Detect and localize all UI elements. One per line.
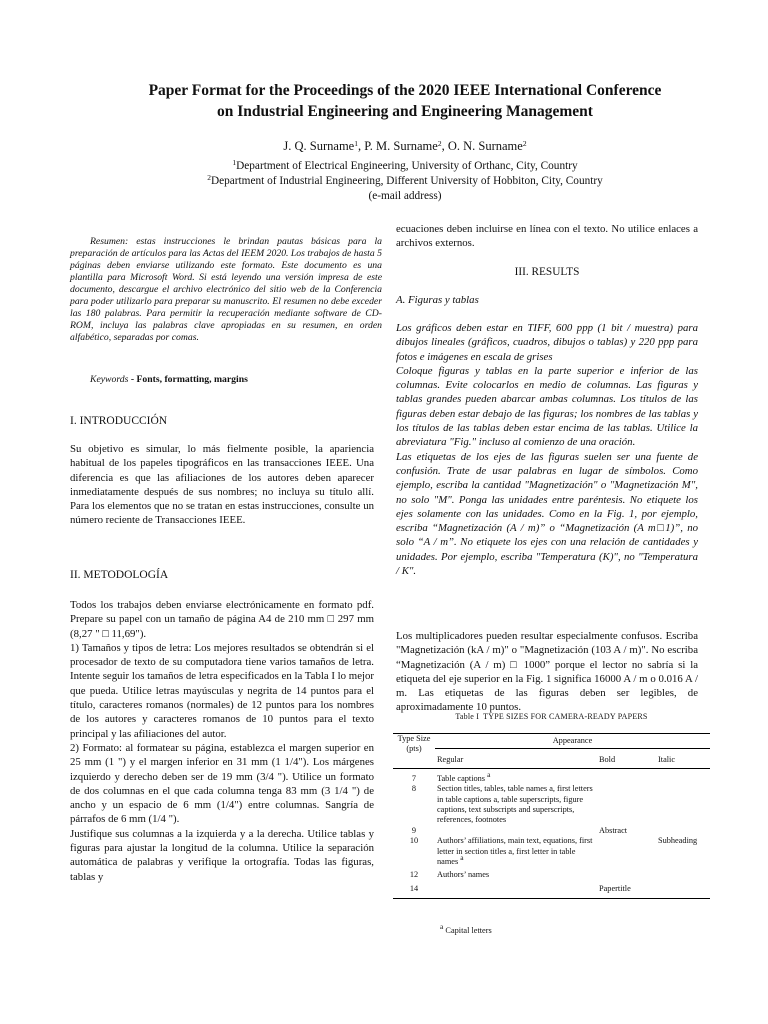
row-italic: Subheading bbox=[658, 836, 698, 846]
table-row bbox=[393, 826, 710, 836]
row-size: 10 bbox=[409, 836, 419, 846]
table-footnote bbox=[440, 922, 492, 935]
abstract-text: Resumen: estas instrucciones le brindan pautas básicas para la preparación de artículos para las Actas del IEEM 2020. Los trabajos de hasta 5 páginas deben enviarse utilizando este formato. Este documento es una plantilla para Microsoft Word. Si está leyendo una versión impresa de este documento, descargue el archivo electrónico del sitio web de la Conferencia para poder utilizarlo para preparar su manuscrito. El resumen no debe exceder las 180 palabras. Para permitir la recuperación mediante software de CD-ROM, incluya las palabras clave apropiadas en su resumen, en orden alfabético, separadas por comas. bbox=[70, 236, 382, 343]
row-italic bbox=[656, 784, 710, 826]
affil-1-text: Department of Electrical Engineering, University of Orthanc, City, Country bbox=[236, 160, 578, 172]
row-regular: Authors’ names bbox=[437, 870, 490, 880]
table-caption-text: TYPE SIZES FOR CAMERA-READY PAPERS bbox=[483, 712, 648, 721]
table-row bbox=[393, 867, 710, 880]
row-bold: Papertitle bbox=[599, 883, 631, 893]
keywords-label: Keywords bbox=[90, 374, 129, 385]
footnote-sup: a bbox=[440, 922, 444, 931]
table-row bbox=[393, 768, 710, 784]
table-label: Table I bbox=[455, 712, 480, 721]
type-sizes-table bbox=[393, 733, 710, 899]
author-3-sup: 2 bbox=[522, 139, 527, 148]
row-size: 9 bbox=[411, 825, 417, 835]
table-caption bbox=[393, 712, 710, 721]
method-body bbox=[70, 598, 374, 884]
row-bold bbox=[597, 836, 656, 867]
section-results-heading: III. RESULTS bbox=[514, 266, 580, 278]
abstract bbox=[70, 236, 382, 344]
affil-2-text: Department of Industrial Engineering, Different University of Hobbiton, City, Country bbox=[210, 175, 603, 187]
author-1: J. Q. Surname bbox=[283, 139, 355, 153]
author-list: J. Q. Surname$^1$, P. M. Surname$^2$, O. N. Surname$^2$ bbox=[283, 139, 527, 153]
affil-2-sup: 2 bbox=[207, 173, 211, 182]
header-regular: Regular bbox=[435, 749, 597, 768]
results-p2: Coloque figuras y tablas en la parte superior e inferior de las columnas. Evite colocarlos en medio de columnas. Las figuras y tablas grandes pueden abarcar ambas columnas. Los títulos de las figuras deben estar debajo de las figuras; los nombres de las tablas y los títulos de las tablas deben estar encima de las tablas. Utilice la abreviatura "Fig." incluso al comienzo de una oración. bbox=[396, 364, 698, 449]
table-row bbox=[393, 881, 710, 899]
row-size: 14 bbox=[409, 883, 419, 893]
affil-1-sup: 1 bbox=[232, 158, 237, 167]
author-2: P. M. Surname bbox=[364, 139, 438, 153]
author-2-sup: 2 bbox=[437, 139, 442, 148]
table-subheader-row bbox=[393, 749, 710, 768]
table-row bbox=[393, 836, 710, 867]
row-size: 7 bbox=[411, 773, 417, 783]
row-regular-sup: a bbox=[487, 769, 491, 779]
row-regular bbox=[435, 768, 597, 784]
row-regular bbox=[435, 881, 597, 899]
title-line-2: on Industrial Engineering and Engineering Management bbox=[217, 103, 593, 120]
method-p1: Todos los trabajos deben enviarse electrónicamente en formato pdf. Prepare su papel con un tamaño de página A4 de 210 mm □ 297 mm (8,27 " □ 11,69"). bbox=[70, 599, 374, 640]
header-appearance: Appearance bbox=[435, 734, 710, 749]
results-p4: Los multiplicadores pueden resultar especialmente confusos. Escriba "Magnetización (kA / m)" o "Magnetización (103 A / m)". No escriba “Magnetización (A / m) □ 1000” porque el lector no sabría si la etiqueta del eje superior en la Fig. 1 significa 16000 A / m o 0.016 A / m. Las etiquetas de las figuras deben ser legibles, de aproximadamente 10 puntos. bbox=[396, 630, 698, 714]
email: (e-mail address) bbox=[368, 190, 442, 202]
row-bold bbox=[597, 768, 656, 784]
row-italic bbox=[656, 768, 710, 784]
table-header-row bbox=[393, 734, 710, 749]
keywords bbox=[90, 374, 248, 385]
author-3: O. N. Surname bbox=[447, 139, 523, 153]
intro-text: Su objetivo es simular, lo más fielmente posible, la apariencia habitual de los papeles tipográficos en las transacciones IEEE. Una diferencia es que las afiliaciones de los autores deben aparecer inmediatamente después de sus nombres; no incluya su título allí. Para los elementos que no se tratan en estas instrucciones, consulte un número reciente de Transacciones IEEE. bbox=[70, 443, 374, 527]
results-body bbox=[396, 321, 698, 578]
row-regular bbox=[435, 836, 597, 867]
subsection-figures-tables: A. Figuras y tablas bbox=[396, 294, 479, 306]
row-regular: Section titles, tables, table names a, first letters in table captions a, table superscripts, figure captions, text subscripts and superscripts, references, footnotes bbox=[437, 784, 593, 825]
section-method-heading: II. METODOLOGÍA bbox=[70, 569, 169, 581]
row-regular-text: Table captions bbox=[437, 773, 486, 783]
method-p3: 2) Formato: al formatear su página, establezca el margen superior en 25 mm (1 ") y el margen inferior en 31 mm (1 1/4"). Los márgenes izquierdo y derecho deben ser de 19 mm (3/4 "). Utilice un formato de dos columnas en el que cada columna tenga 83 mm (3 1/4 ") de ancho y un espacio de 6 mm (1/4") entre columnas. Sangría de párrafos de 6 mm (1/4 "). bbox=[70, 741, 374, 826]
affiliation-2 bbox=[60, 173, 750, 189]
header-italic: Italic bbox=[656, 749, 710, 768]
method-p2: 1) Tamaños y tipos de letra: Los mejores resultados se obtendrán si el procesador de texto de su computadora tiene varios tamaños de letra. Intente seguir los tamaños de letra especificados en la Tabla I lo mejor que pueda. Utilice letras mayúsculas y negrita de 14 puntos para el título, caracteres romanos (normales) de 12 puntos para los nombres de los autores y caracteres romanos de 10 puntos para el texto principal y las afiliaciones del autor. bbox=[70, 641, 374, 740]
row-size: 8 bbox=[411, 784, 417, 794]
row-italic bbox=[656, 826, 710, 836]
header-type-size: Type Size (pts) bbox=[393, 734, 435, 769]
row-bold: Abstract bbox=[599, 825, 628, 835]
row-regular-sup: a bbox=[460, 853, 464, 863]
row-bold bbox=[597, 867, 656, 880]
right-col-continuation: ecuaciones deben incluirse en línea con el texto. No utilice enlaces a archivos externos. bbox=[396, 223, 698, 250]
results-p3: Las etiquetas de los ejes de las figuras suelen ser una fuente de confusión. Trate de usar palabras en lugar de símbolos. Como ejemplo, escriba la cantidad "Magnetización" o "Magnetización M", no solo "M". Ponga las unidades entre paréntesis. No etiquete los ejes solamente con las unidades. Como en la Fig. 1, por ejemplo, escriba “Magnetización (A / m)” o “Magnetización (A m□1)”, no solo “A / m”. No etiquete los ejes con una relación de cantidades y unidades. Por ejemplo, escriba "Temperatura (K)", no "Temperatura / K". bbox=[396, 450, 698, 578]
method-p4: Justifique sus columnas a la izquierda y a la derecha. Utilice tablas y figuras para ajustar la longitud de la columna. Utilice la separación automática de palabras y verifique la ortografía. Todas las figuras, tablas y bbox=[70, 827, 374, 883]
row-italic bbox=[656, 881, 710, 899]
row-size: 12 bbox=[409, 870, 419, 880]
keywords-value: - Fonts, formatting, margins bbox=[130, 374, 248, 385]
row-regular bbox=[435, 826, 597, 836]
paper-title bbox=[60, 80, 750, 122]
affiliation-1 bbox=[60, 158, 750, 174]
results-p1: Los gráficos deben estar en TIFF, 600 ppp (1 bit / muestra) para dibujos lineales (gráficos, cuadros, dibujos o tablas) y 220 ppp para fotos e imágenes en escala de grises bbox=[396, 322, 698, 363]
title-line-1: Paper Format for the Proceedings of the 2020 IEEE International Conference bbox=[148, 82, 662, 99]
table-row bbox=[393, 784, 710, 826]
author-1-sup: 1 bbox=[354, 139, 358, 148]
row-italic bbox=[656, 867, 710, 880]
row-bold bbox=[597, 784, 656, 826]
header-bold: Bold bbox=[597, 749, 656, 768]
section-intro-heading: I. INTRODUCCIÓN bbox=[70, 415, 168, 427]
row-regular-text: Authors’ affiliations, main text, equations, first letter in section titles a, first letter in table names bbox=[437, 836, 593, 867]
footnote-text: Capital letters bbox=[445, 926, 492, 935]
